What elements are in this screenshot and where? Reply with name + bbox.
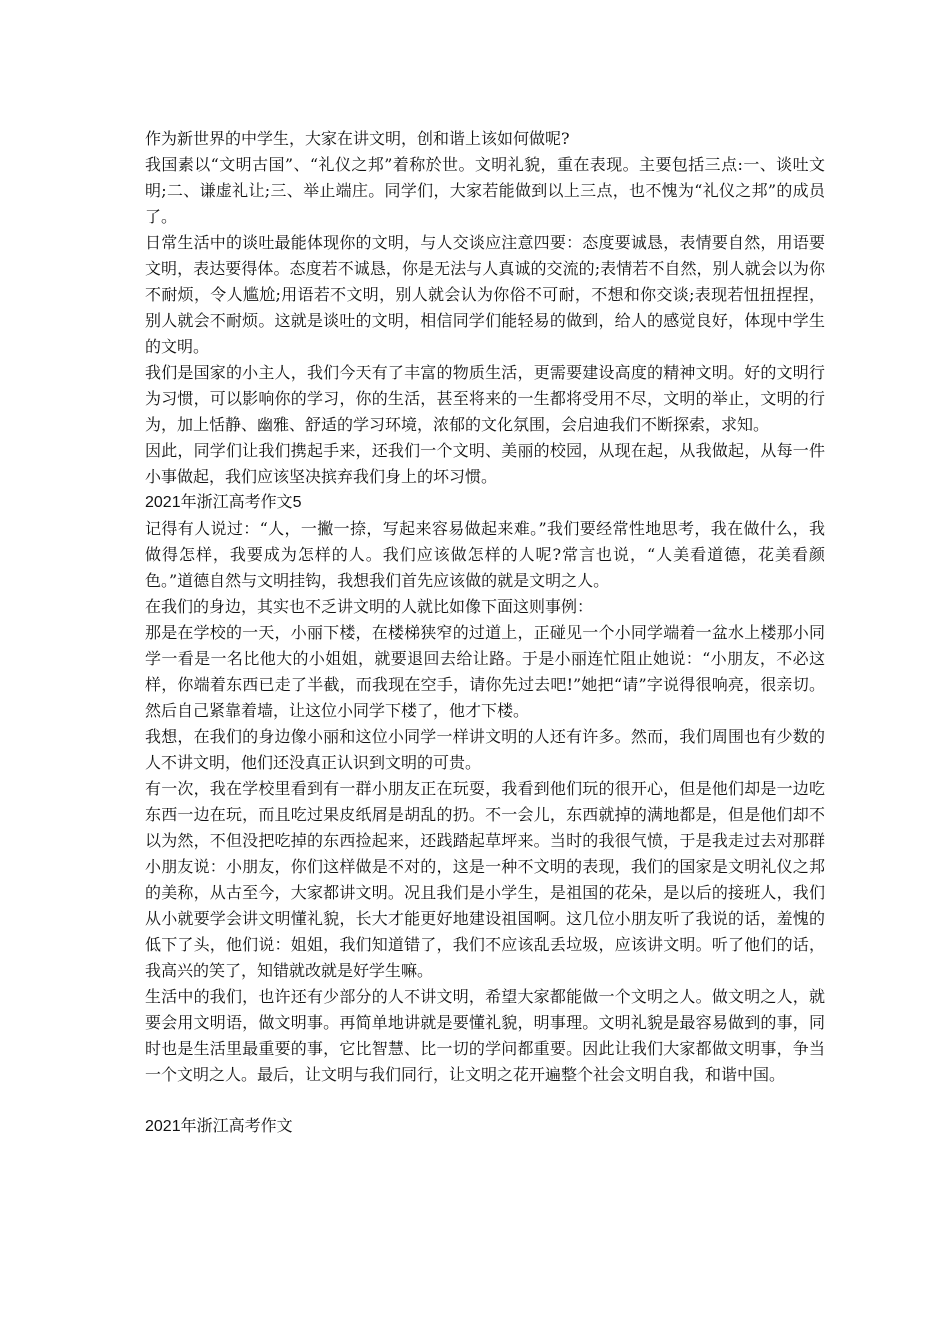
paragraph: 生活中的我们，也许还有少部分的人不讲文明，希望大家都能做一个文明之人。做文明之人，就要会用文明语，做文明事。再简单地讲就是要懂礼貌，明事理。文明礼貌是最容易做到的事，同时也是生活里最重要的事，它比智慧、比一切的学问都重要。因此让我们大家都做文明事，争当一个文明之人。最后，让文明与我们同行，让文明之花开遍整个社会文明自我，和谐中国。 <box>145 987 825 1084</box>
paragraph: 记得有人说过：“人，一撇一捺，写起来容易做起来难。”我们要经常性地思考，我在做什么，我做得怎样，我要成为怎样的人。我们应该做怎样的人呢?常言也说，“人美看道德，花美看颜色。”道德自然与文明挂钩，我想我们首先应该做的就是文明之人。 <box>145 519 825 590</box>
blank-line <box>145 1088 825 1114</box>
paragraph: 日常生活中的谈吐最能体现你的文明，与人交谈应注意四要：态度要诚恳，表情要自然，用语要文明，表达要得体。态度若不诚恳，你是无法与人真诚的交流的;表情若不自然，别人就会以为你不耐烦，令人尴尬;用语若不文明，别人就会认为你俗不可耐，不想和你交谈;表现若忸扭捏捏，别人就会不耐烦。这就是谈吐的文明，相信同学们能轻易的做到，给人的感觉良好，体现中学生的文明。 <box>145 233 825 356</box>
footer-heading: 2021年浙江高考作文 <box>145 1118 293 1135</box>
paragraph: 作为新世界的中学生，大家在讲文明，创和谐上该如何做呢? <box>145 129 570 148</box>
document-page <box>145 126 825 1140</box>
paragraph: 那是在学校的一天，小丽下楼，在楼梯狭窄的过道上，正碰见一个小同学端着一盆水上楼那小同学一看是一名比他大的小姐姐，就要退回去给让路。于是小丽连忙阻止她说：“小朋友，不必这样，你端着东西已走了半截，而我现在空手，请你先过去吧!”她把“请”字说得很响亮，很亲切。然后自己紧靠着墙，让这位小同学下楼了，他才下楼。 <box>145 623 825 720</box>
paragraph: 我国素以“文明古国”、“礼仪之邦”着称於世。文明礼貌，重在表现。主要包括三点:一、谈吐文明;二、谦虚礼让;三、举止端庄。同学们，大家若能做到以上三点，也不愧为“礼仪之邦”的成员了。 <box>145 155 825 226</box>
paragraph: 因此，同学们让我们携起手来，还我们一个文明、美丽的校园，从现在起，从我做起，从每一件小事做起，我们应该坚决摈弃我们身上的坏习惯。 <box>145 441 825 486</box>
paragraph: 在我们的身边，其实也不乏讲文明的人就比如像下面这则事例： <box>145 597 594 616</box>
paragraph: 我想，在我们的身边像小丽和这位小同学一样讲文明的人还有许多。然而，我们周围也有少数的人不讲文明，他们还没真正认识到文明的可贵。 <box>145 727 825 772</box>
paragraph: 有一次，我在学校里看到有一群小朋友正在玩耍，我看到他们玩的很开心，但是他们却是一边吃东西一边在玩，而且吃过果皮纸屑是胡乱的扔。不一会儿，东西就掉的满地都是，但是他们却不以为然，不但没把吃掉的东西捡起来，还践踏起草坪来。当时的我很气愤，于是我走过去对那群小朋友说：小朋友，你们这样做是不对的，这是一种不文明的表现，我们的国家是文明礼仪之邦的美称，从古至今，大家都讲文明。况且我们是小学生，是祖国的花朵，是以后的接班人，我们从小就要学会讲文明懂礼貌，长大才能更好地建设祖国啊。这几位小朋友听了我说的话，羞愧的低下了头，他们说：姐姐，我们知道错了，我们不应该乱丢垃圾，应该讲文明。听了他们的话，我高兴的笑了，知错就改就是好学生嘛。 <box>145 779 825 980</box>
section-heading: 2021年浙江高考作文5 <box>145 494 302 511</box>
paragraph: 我们是国家的小主人，我们今天有了丰富的物质生活，更需要建设高度的精神文明。好的文明行为习惯，可以影响你的学习，你的生活，甚至将来的一生都将受用不尽，文明的举止，文明的行为，加上恬静、幽雅、舒适的学习环境，浓郁的文化氛围，会启迪我们不断探索，求知。 <box>145 363 825 434</box>
